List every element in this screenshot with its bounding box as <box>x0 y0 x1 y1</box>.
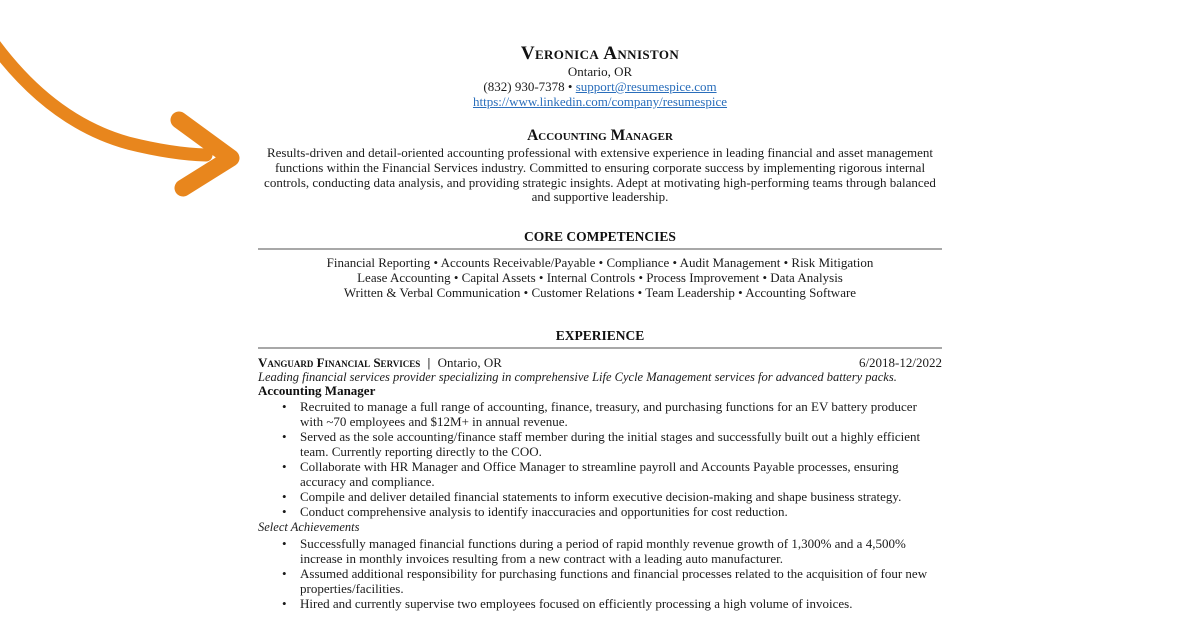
linkedin-link[interactable]: https://www.linkedin.com/company/resumespice <box>472 94 728 109</box>
competency-line: Written & Verbal Communication • Customer Relations • Team Leadership • Accounting Software <box>343 285 857 301</box>
summary-section <box>258 127 942 205</box>
responsibility-list <box>258 399 942 519</box>
resume-document <box>258 44 942 611</box>
achievement-item: • Hired and currently supervise two employees focused on efficiently processing a high volume of invoices. <box>258 596 942 611</box>
resume-header <box>258 44 942 109</box>
linkedin-line <box>258 94 942 109</box>
experience-heading: EXPERIENCE <box>555 328 645 344</box>
contact-separator: • <box>567 79 573 94</box>
core-competencies-heading: CORE COMPETENCIES <box>524 229 676 245</box>
competency-line: Financial Reporting • Accounts Receivable/Payable • Compliance • Audit Management • Risk Mitigation <box>326 255 874 271</box>
responsibility-item: • Compile and deliver detailed financial statements to inform executive decision-making and shape business strategy. <box>258 489 942 504</box>
job-target-title: Accounting Manager <box>527 127 673 144</box>
achievement-list <box>258 536 942 611</box>
competency-line: Lease Accounting • Capital Assets • Internal Controls • Process Improvement • Data Analysis <box>357 270 843 286</box>
section-divider <box>258 347 942 349</box>
core-competencies-section <box>258 229 942 300</box>
achievement-item: • Assumed additional responsibility for purchasing functions and financial processes related to the acquisition of four new properties/facilities. <box>258 566 942 596</box>
phone-number: (832) 930-7378 <box>483 79 565 94</box>
competency-list <box>258 255 942 300</box>
employment-dates: 6/2018-12/2022 <box>858 355 942 371</box>
company-location: Ontario, OR <box>437 355 502 371</box>
select-achievements-label: Select Achievements <box>258 520 360 535</box>
company-name: Vanguard Financial Services <box>258 355 421 371</box>
job-header-row <box>258 355 942 370</box>
achievement-item: • Successfully managed financial functions during a period of rapid monthly revenue growth of 1,300% and a 4,500% increase in monthly invoices resulting from a new contract with a leading auto manufacturer. <box>258 536 942 566</box>
phone-email-line <box>258 79 942 94</box>
responsibility-item: • Recruited to manage a full range of accounting, finance, treasury, and purchasing functions for an EV battery producer with ~70 employees and $12M+ in annual revenue. <box>258 399 942 429</box>
responsibility-item: • Conduct comprehensive analysis to identify inaccuracies and opportunities for cost reduction. <box>258 504 942 519</box>
responsibility-item: • Served as the sole accounting/finance staff member during the initial stages and successfully built out a highly efficient team. Currently reporting directly to the COO. <box>258 429 942 459</box>
professional-summary: Results-driven and detail-oriented accounting professional with extensive experience in leading financial and asset management functions within the Financial Services industry. Committed to ensuring corporate success by implementing rigorous internal controls, conducting data analysis, and providing strategic insights. Adept at motivating high-performing teams through balanced and supportive leadership. <box>264 145 936 205</box>
experience-section <box>258 328 942 611</box>
email-link[interactable]: support@resumespice.com <box>575 79 717 94</box>
candidate-name: Veronica Anniston <box>520 43 680 64</box>
company-description: Leading financial services provider specializing in comprehensive Life Cycle Management services for advanced battery packs. <box>258 370 897 385</box>
company-location-separator: | <box>427 355 431 371</box>
section-divider <box>258 248 942 250</box>
responsibility-item: • Collaborate with HR Manager and Office Manager to streamline payroll and Accounts Payable processes, ensuring accuracy and compliance. <box>258 459 942 489</box>
job-title: Accounting Manager <box>258 383 376 399</box>
candidate-location: Ontario, OR <box>567 64 633 79</box>
orange-arrow-icon <box>0 0 252 212</box>
company-line <box>258 355 502 370</box>
